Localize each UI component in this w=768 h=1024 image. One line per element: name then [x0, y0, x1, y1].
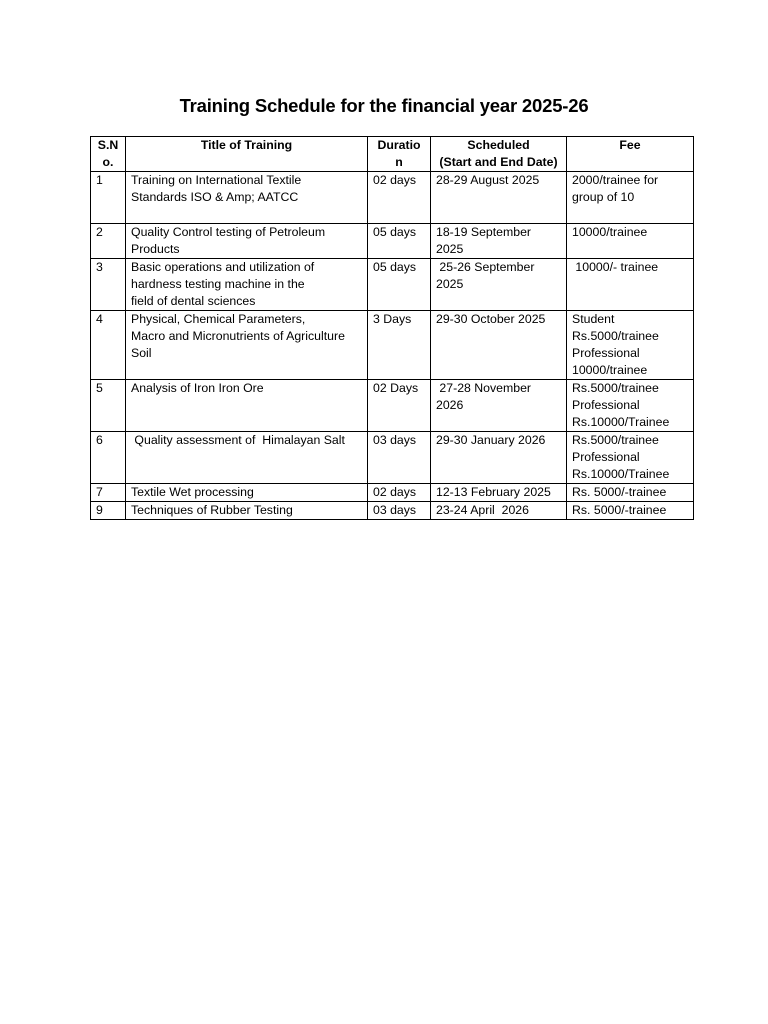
cell-title [126, 172, 368, 224]
header-fee [567, 137, 694, 172]
header-sno [91, 137, 126, 172]
header-title-line: Title of Training [200, 138, 293, 152]
cell-scheduled-line: 29-30 October 2025 [436, 312, 546, 326]
cell-scheduled-line: 28-29 August 2025 [436, 173, 540, 187]
cell-fee-line: 10000/trainee [572, 225, 648, 239]
cell-title-line: Macro and Micronutrients of Agriculture [131, 329, 345, 343]
header-duration-line: n [395, 155, 403, 169]
cell-fee [567, 224, 694, 259]
cell-sno: 6 [91, 432, 126, 484]
cell-scheduled [431, 172, 567, 224]
cell-fee [567, 311, 694, 380]
table-row [91, 502, 694, 520]
cell-fee-line: Rs.5000/trainee [572, 433, 659, 447]
cell-title [126, 380, 368, 432]
header-scheduled-line: Scheduled [467, 138, 530, 152]
cell-scheduled [431, 224, 567, 259]
cell-scheduled [431, 502, 567, 520]
cell-title-line: Techniques of Rubber Testing [131, 503, 293, 517]
cell-scheduled [431, 311, 567, 380]
cell-title [126, 502, 368, 520]
cell-fee [567, 432, 694, 484]
cell-scheduled-line: 2026 [436, 398, 464, 412]
cell-duration: 03 days [368, 502, 431, 520]
cell-scheduled-line: 27-28 November [436, 381, 532, 395]
table-row [91, 224, 694, 259]
cell-title-line: Analysis of Iron Iron Ore [131, 381, 264, 395]
cell-duration: 03 days [368, 432, 431, 484]
cell-sno: 7 [91, 484, 126, 502]
table-row [91, 259, 694, 311]
table-row [91, 380, 694, 432]
cell-fee [567, 484, 694, 502]
cell-fee-line: Rs.5000/trainee [572, 381, 659, 395]
cell-fee [567, 259, 694, 311]
cell-fee [567, 380, 694, 432]
cell-fee-line: 10000/- trainee [572, 260, 659, 274]
cell-title [126, 432, 368, 484]
header-duration [368, 137, 431, 172]
header-scheduled [431, 137, 567, 172]
cell-duration: 02 days [368, 484, 431, 502]
cell-sno: 3 [91, 259, 126, 311]
cell-duration: 02 Days [368, 380, 431, 432]
cell-fee-line: Student [572, 312, 615, 326]
cell-fee-line: group of 10 [572, 190, 635, 204]
cell-title [126, 259, 368, 311]
cell-scheduled-line: 12-13 February 2025 [436, 485, 551, 499]
table-row [91, 432, 694, 484]
cell-scheduled [431, 484, 567, 502]
cell-scheduled-line: 25-26 September [436, 260, 535, 274]
header-title [126, 137, 368, 172]
cell-fee-line: Professional [572, 398, 640, 412]
header-sno-line: o. [102, 155, 114, 169]
header-sno-line: S.N [97, 138, 119, 152]
cell-scheduled-line: 29-30 January 2026 [436, 433, 546, 447]
cell-fee-line: Rs.5000/trainee [572, 329, 659, 343]
cell-fee-line: Professional [572, 450, 640, 464]
cell-fee-line: Rs. 5000/-trainee [572, 503, 667, 517]
header-fee-line: Fee [619, 138, 641, 152]
cell-title-line: Soil [131, 346, 152, 360]
table-header [91, 137, 694, 172]
cell-fee-line: 10000/trainee [572, 363, 648, 377]
cell-scheduled-line: 2025 [436, 277, 464, 291]
cell-fee-line: Rs.10000/Trainee [572, 467, 670, 481]
cell-title [126, 224, 368, 259]
cell-fee-line: Professional [572, 346, 640, 360]
table-body [91, 172, 694, 520]
cell-sno: 9 [91, 502, 126, 520]
cell-title-line: Textile Wet processing [131, 485, 254, 499]
cell-title-line: hardness testing machine in the [131, 277, 305, 291]
cell-scheduled-line: 23-24 April 2026 [436, 503, 529, 517]
cell-scheduled-line: 2025 [436, 242, 464, 256]
cell-fee [567, 502, 694, 520]
table-row [91, 484, 694, 502]
cell-duration: 3 Days [368, 311, 431, 380]
table-row [91, 172, 694, 224]
cell-scheduled-line: 18-19 September [436, 225, 532, 239]
cell-title-line: Basic operations and utilization of [131, 260, 315, 274]
cell-title-line: Training on International Textile [131, 173, 302, 187]
training-schedule-table [90, 136, 694, 520]
cell-scheduled [431, 259, 567, 311]
cell-sno: 4 [91, 311, 126, 380]
cell-scheduled [431, 380, 567, 432]
page-title: Training Schedule for the financial year 2025-26 [179, 95, 589, 116]
cell-title [126, 484, 368, 502]
header-scheduled-line: (Start and End Date) [439, 155, 558, 169]
header-row [91, 137, 694, 172]
cell-fee [567, 172, 694, 224]
cell-title-line: Products [131, 242, 180, 256]
cell-scheduled [431, 432, 567, 484]
cell-title-line: field of dental sciences [131, 294, 256, 308]
cell-sno: 2 [91, 224, 126, 259]
cell-fee-line: Rs.10000/Trainee [572, 415, 670, 429]
cell-duration: 05 days [368, 259, 431, 311]
header-duration-line: Duratio [377, 138, 421, 152]
table-row [91, 311, 694, 380]
cell-title-line: Quality Control testing of Petroleum [131, 225, 326, 239]
cell-title-line: Quality assessment of Himalayan Salt [131, 433, 345, 447]
cell-duration: 05 days [368, 224, 431, 259]
cell-sno: 5 [91, 380, 126, 432]
cell-fee-line: 2000/trainee for [572, 173, 659, 187]
cell-duration: 02 days [368, 172, 431, 224]
cell-title-line: Physical, Chemical Parameters, [131, 312, 306, 326]
cell-title [126, 311, 368, 380]
cell-sno: 1 [91, 172, 126, 224]
cell-title-line: Standards ISO & Amp; AATCC [131, 190, 299, 204]
cell-fee-line: Rs. 5000/-trainee [572, 485, 667, 499]
